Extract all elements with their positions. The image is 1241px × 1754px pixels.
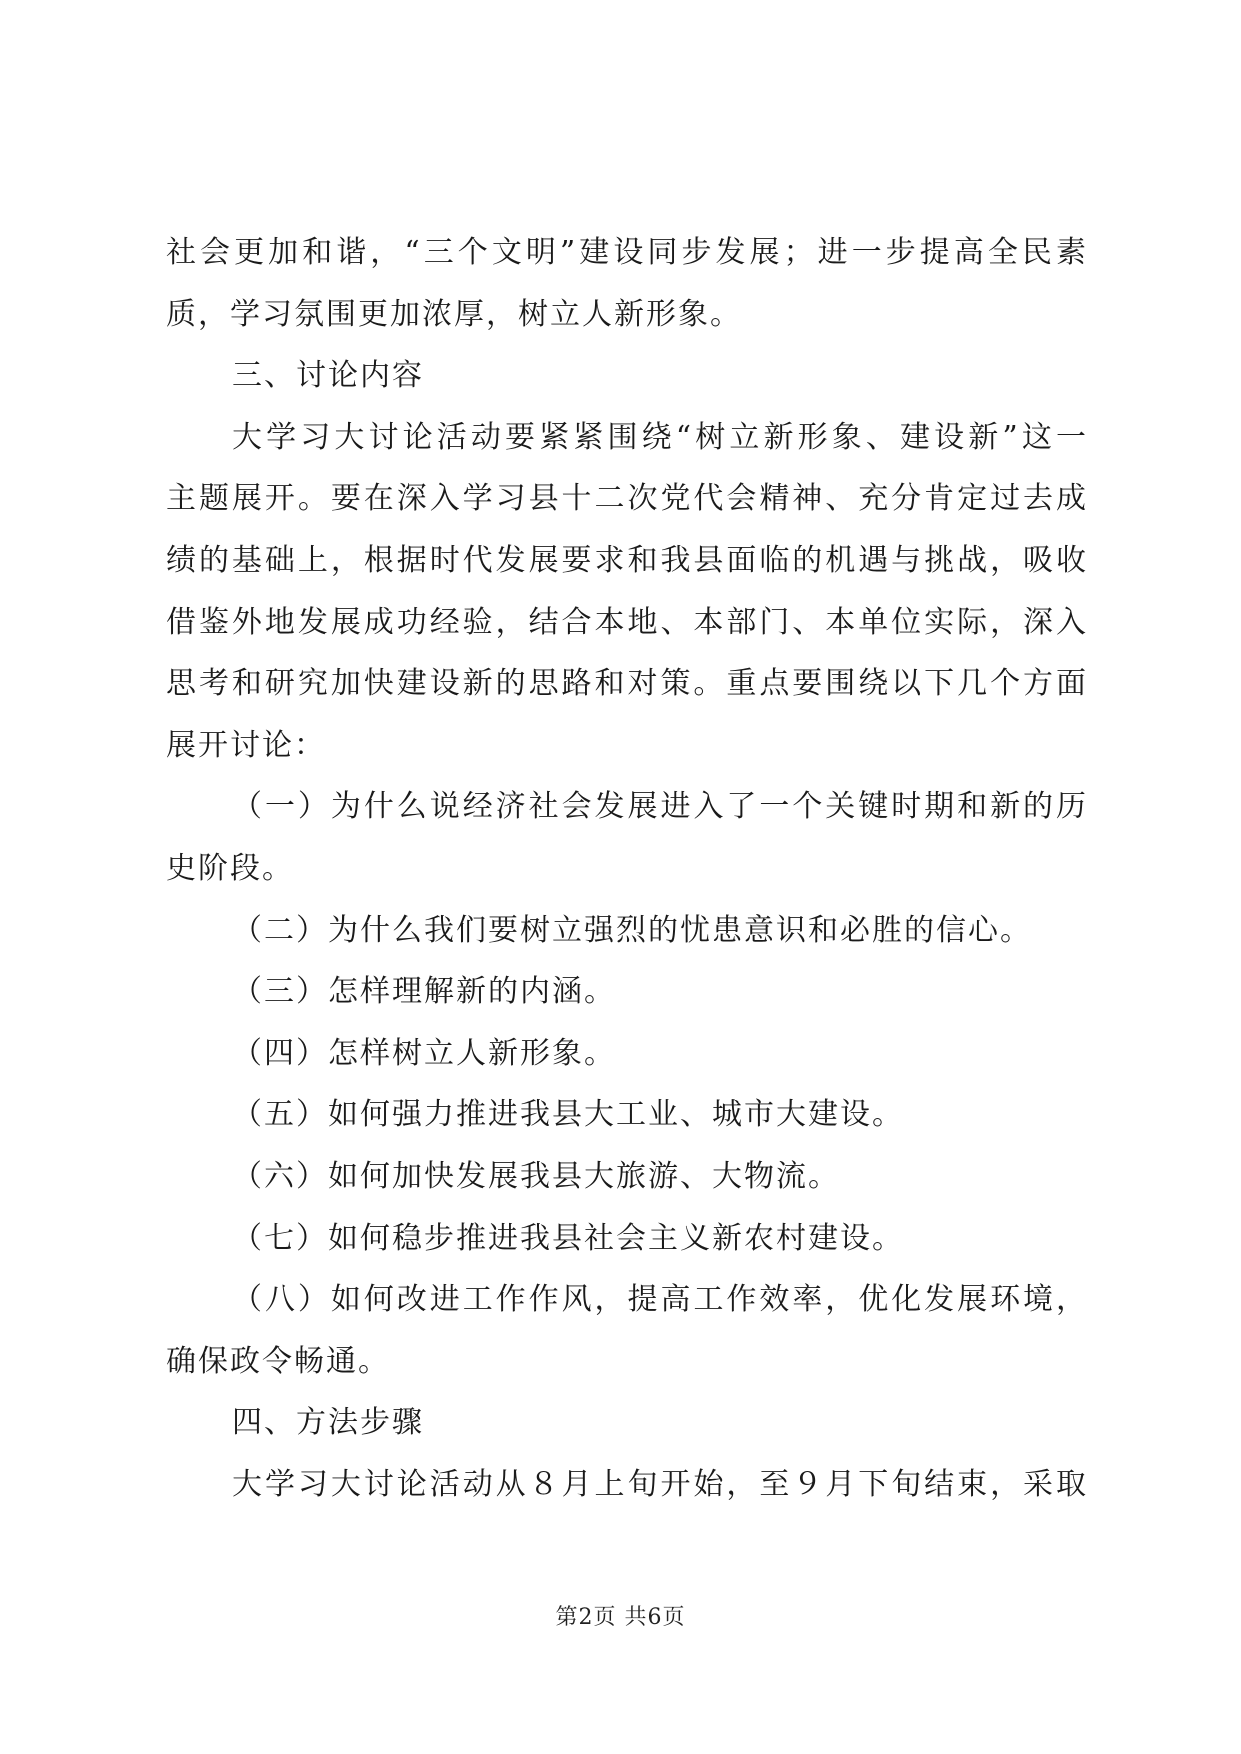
page-number: 第2页 共6页 bbox=[555, 1605, 686, 1630]
text-line: 质，学习氛围更加浓厚，树立人新形象。 bbox=[166, 296, 742, 332]
list-item: （一）为什么说经济社会发展进入了一个关键时期和新的历 bbox=[232, 789, 1086, 825]
text-line: 史阶段。 bbox=[166, 850, 294, 886]
text-line: 展开讨论： bbox=[166, 727, 326, 763]
text-line: 借鉴外地发展成功经验，结合本地、本部门、本单位实际，深入 bbox=[166, 604, 1086, 640]
section-heading: 三、讨论内容 bbox=[232, 358, 424, 394]
body-text bbox=[166, 222, 1086, 1515]
list-item: （三）怎样理解新的内涵。 bbox=[232, 974, 616, 1010]
section-heading: 四、方法步骤 bbox=[232, 1405, 424, 1441]
text-line: 主题展开。要在深入学习县十二次党代会精神、充分肯定过去成 bbox=[166, 481, 1086, 517]
text-line: 大学习大讨论活动从８月上旬开始，至９月下旬结束，采取 bbox=[232, 1466, 1086, 1502]
text-line: 大学习大讨论活动要紧紧围绕“树立新形象、建设新”这一 bbox=[232, 419, 1086, 455]
text-line: 社会更加和谐，“三个文明”建设同步发展；进一步提高全民素 bbox=[166, 235, 1086, 270]
list-item: （五）如何强力推进我县大工业、城市大建设。 bbox=[232, 1097, 904, 1133]
text-line: 思考和研究加快建设新的思路和对策。重点要围绕以下几个方面 bbox=[166, 666, 1086, 702]
text-line: 确保政令畅通。 bbox=[166, 1343, 390, 1379]
list-item: （四）怎样树立人新形象。 bbox=[232, 1035, 616, 1071]
list-item: （二）为什么我们要树立强烈的忧患意识和必胜的信心。 bbox=[232, 912, 1032, 948]
list-item: （七）如何稳步推进我县社会主义新农村建设。 bbox=[232, 1220, 904, 1256]
list-item: （六）如何加快发展我县大旅游、大物流。 bbox=[232, 1158, 840, 1194]
list-item: （八）如何改进工作作风，提高工作效率，优化发展环境， bbox=[232, 1282, 1086, 1318]
text-line: 绩的基础上，根据时代发展要求和我县面临的机遇与挑战，吸收 bbox=[166, 542, 1086, 578]
